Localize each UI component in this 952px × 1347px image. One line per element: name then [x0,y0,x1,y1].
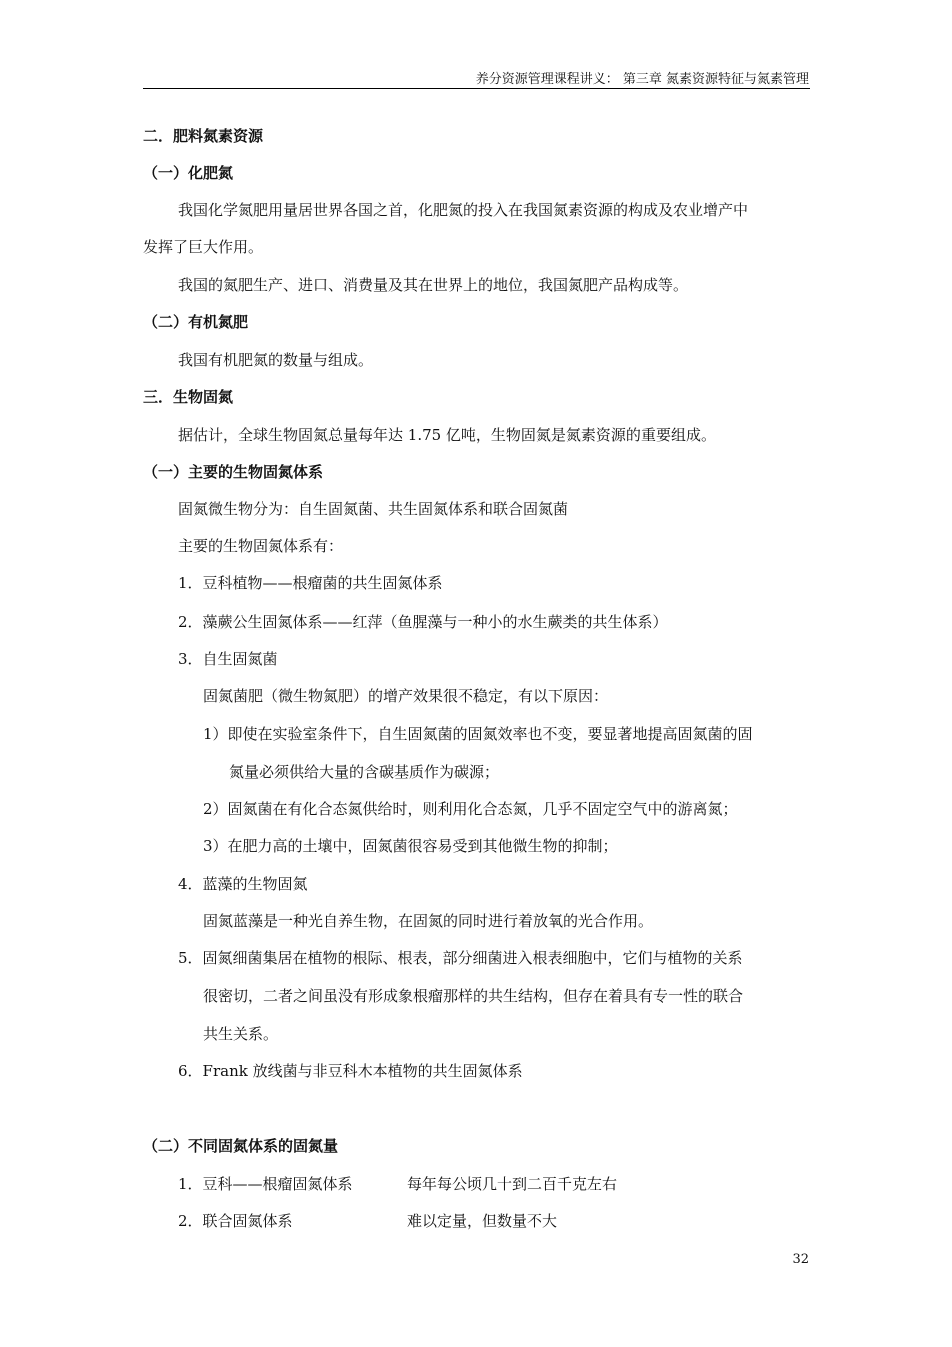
list-item: 5．固氮细菌集居在植物的根际、根表，部分细菌进入根表细胞中，它们与植物的关系 [178,949,743,967]
paragraph-line: 固氮微生物分为：自生固氮菌、共生固氮体系和联合固氮菌 [178,500,569,518]
paragraph-line: 固氮菌肥（微生物氮肥）的增产效果很不稳定，有以下原因： [203,687,609,705]
section-heading-fertilizer-nitrogen: 二．肥料氮素资源 [143,127,264,145]
page-number: 32 [792,1252,809,1267]
subsection-heading-fixation-amounts: （二）不同固氮体系的固氮量 [143,1137,339,1155]
list-item: 4．蓝藻的生物固氮 [178,875,308,893]
table-cell-system: 2．联合固氮体系 [178,1212,293,1230]
subsection-heading-chemical-nitrogen: （一）化肥氮 [143,164,234,182]
list-item-continuation: 很密切，二者之间虽没有形成象根瘤那样的共生结构，但存在着具有专一性的联合 [203,987,744,1005]
table-cell-amount: 每年每公顷几十到二百千克左右 [407,1175,618,1193]
paragraph-line: 固氮蓝藻是一种光自养生物，在固氮的同时进行着放氧的光合作用。 [203,912,654,930]
list-item: 2．藻蕨公生固氮体系——红萍（鱼腥藻与一种小的水生蕨类的共生体系） [178,613,668,631]
subsection-heading-main-systems: （一）主要的生物固氮体系 [143,463,324,481]
paragraph-line: 我国有机肥氮的数量与组成。 [178,351,374,369]
reason-item: 1）即使在实验室条件下，自生固氮菌的固氮效率也不变，要显著地提高固氮菌的固 [203,725,753,743]
list-item: 3．自生固氮菌 [178,650,278,668]
section-heading-biological-fixation: 三．生物固氮 [143,388,234,406]
reason-item: 2）固氮菌在有化合态氮供给时，则利用化合态氮，几乎不固定空气中的游离氮； [203,800,738,818]
subsection-heading-organic-nitrogen: （二）有机氮肥 [143,313,249,331]
page-header-title: 养分资源管理课程讲义： 第三章 氮素资源特征与氮素管理 [475,72,809,87]
paragraph-line: 我国的氮肥生产、进口、消费量及其在世界上的地位，我国氮肥产品构成等。 [178,276,689,294]
table-cell-amount: 难以定量，但数量不大 [407,1212,558,1230]
paragraph-line: 我国化学氮肥用量居世界各国之首，化肥氮的投入在我国氮素资源的构成及农业增产中 [178,201,749,219]
paragraph-line: 据估计，全球生物固氮总量每年达 1.75 亿吨，生物固氮是氮素资源的重要组成。 [178,426,716,444]
table-row [178,1211,810,1231]
paragraph-line: 发挥了巨大作用。 [143,238,264,256]
paragraph-line: 主要的生物固氮体系有： [178,537,344,555]
header-rule [143,88,810,89]
reason-item-continuation: 氮量必须供给大量的含碳基质作为碳源； [229,763,500,781]
list-item: 6．Frank 放线菌与非豆科木本植物的共生固氮体系 [178,1062,523,1080]
table-cell-system: 1．豆科——根瘤固氮体系 [178,1175,353,1193]
table-row [178,1174,810,1194]
reason-item: 3）在肥力高的土壤中，固氮菌很容易受到其他微生物的抑制； [203,837,618,855]
list-item-continuation: 共生关系。 [203,1025,279,1043]
list-item: 1．豆科植物——根瘤菌的共生固氮体系 [178,574,443,592]
